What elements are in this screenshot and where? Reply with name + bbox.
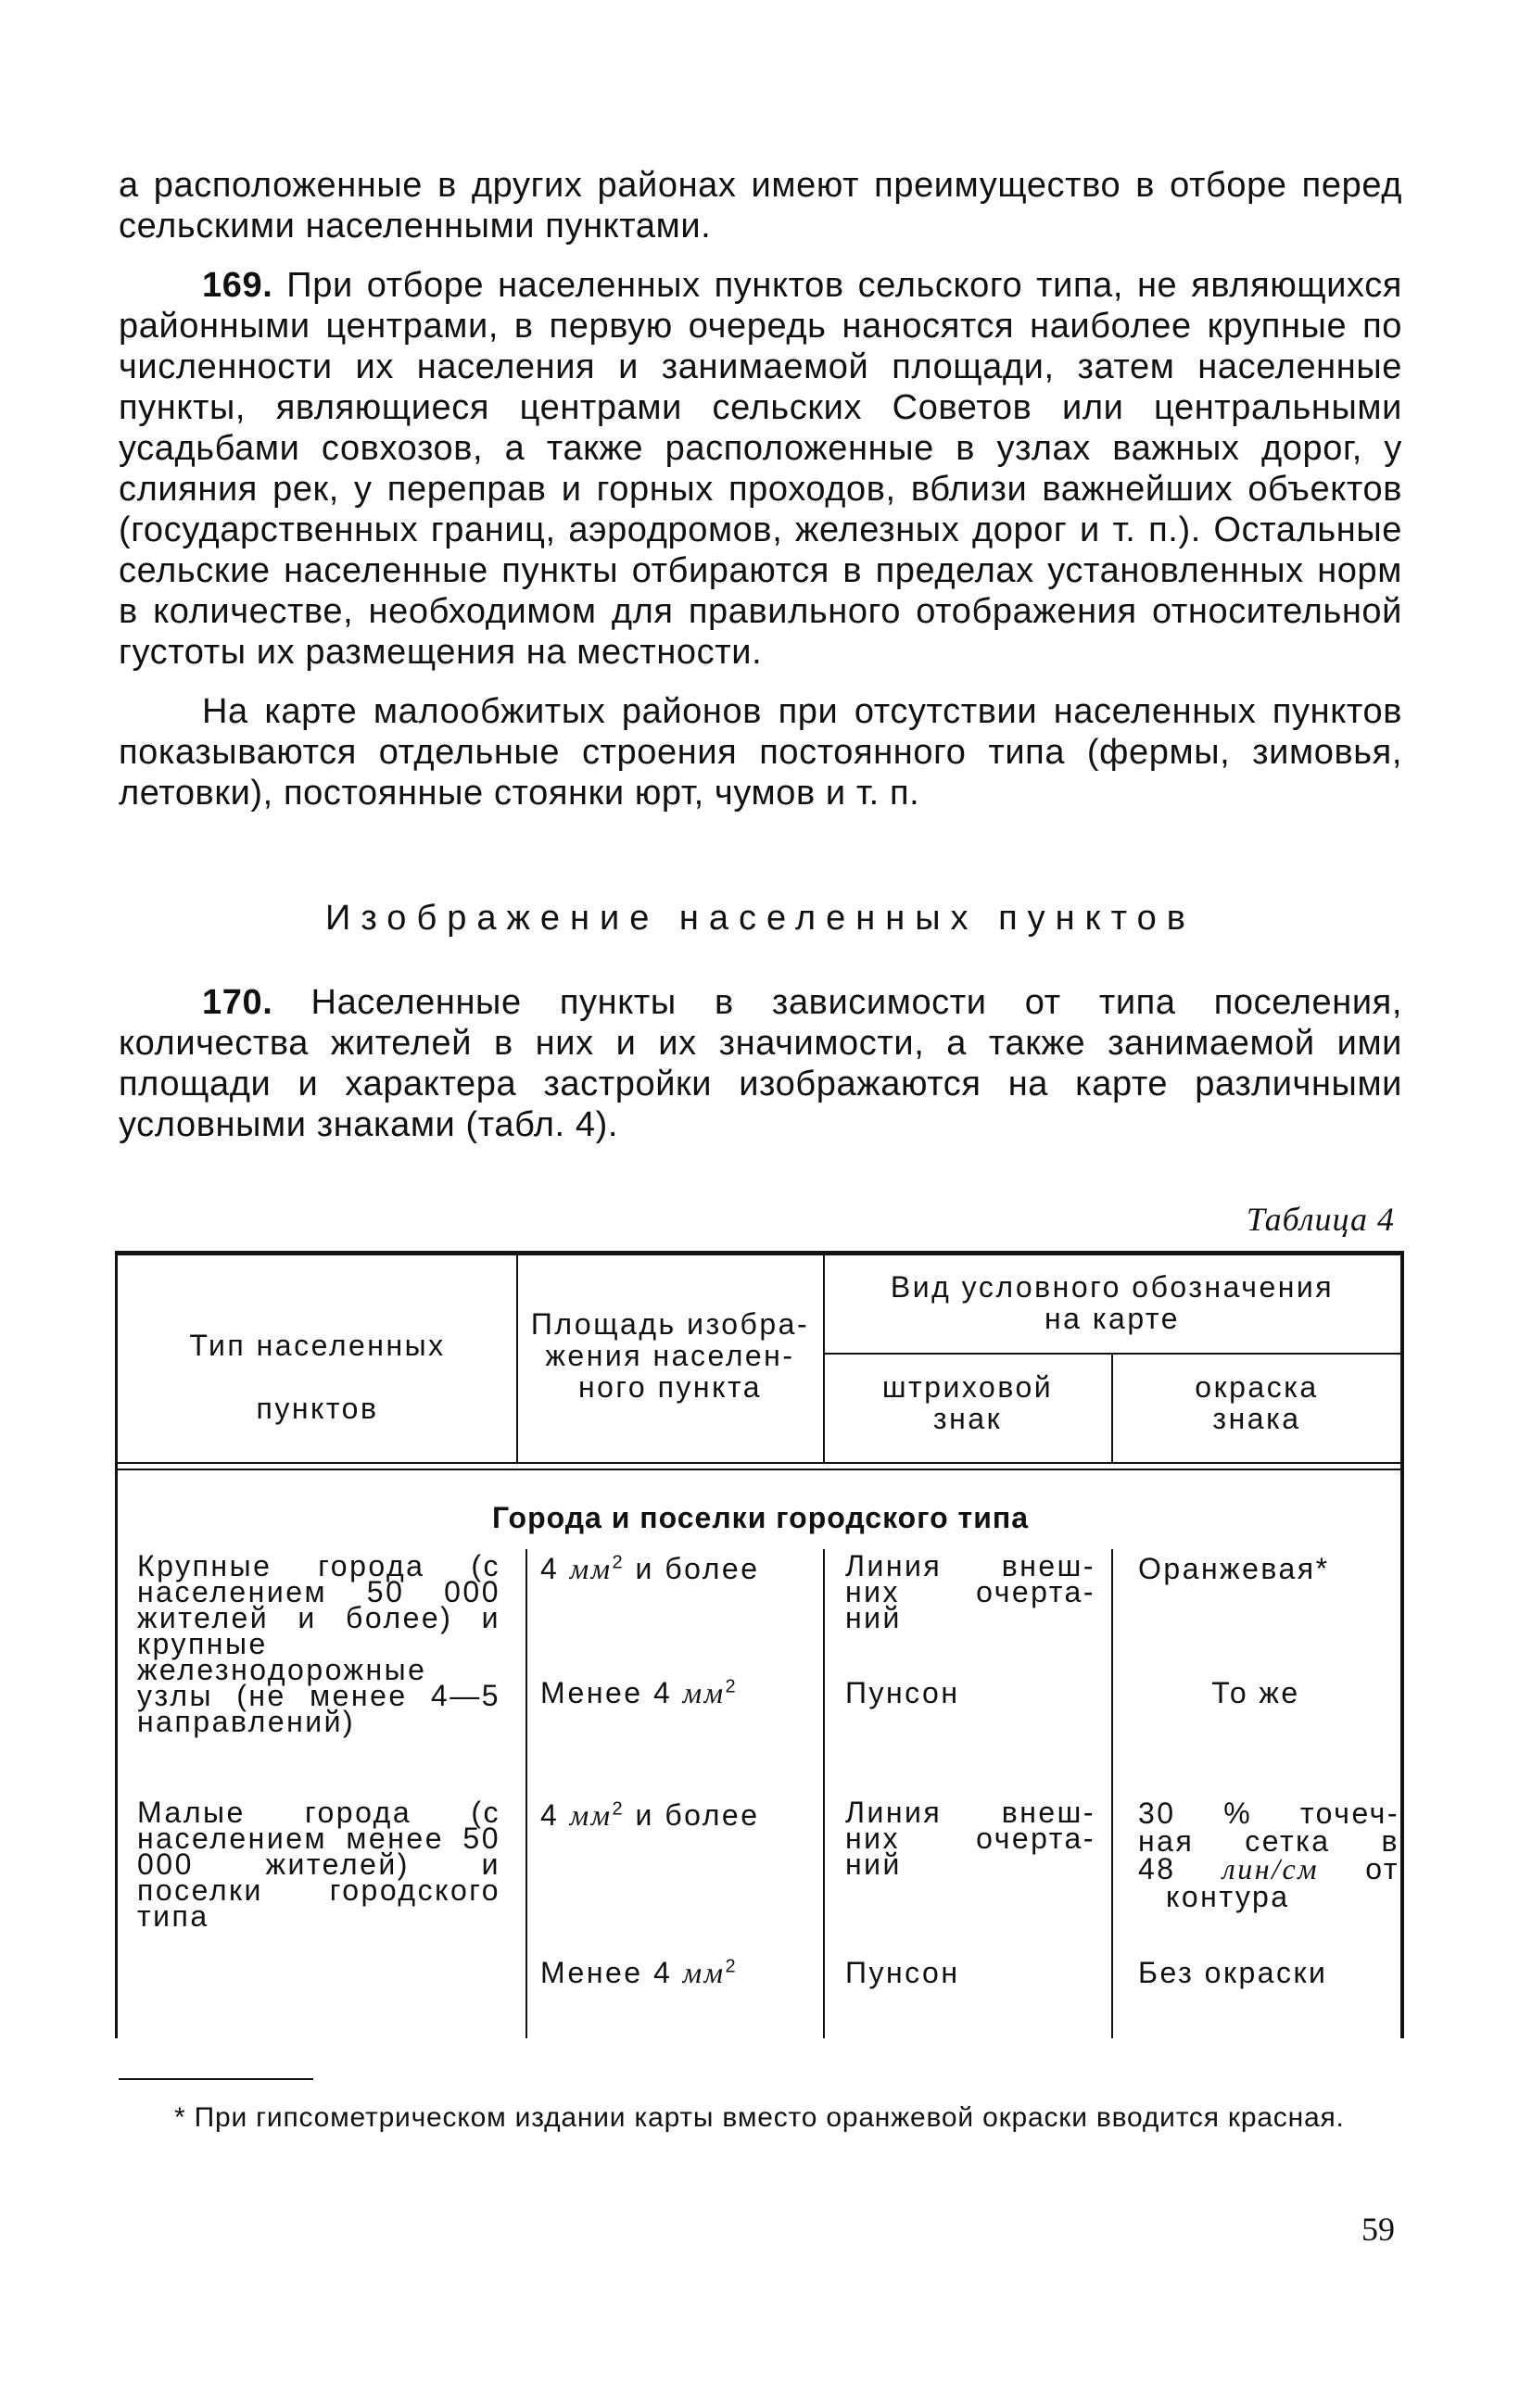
hatch-line: них очерта- [845, 1822, 1095, 1855]
header-color [1113, 1371, 1400, 1434]
area-unit: мм [569, 1552, 613, 1585]
header-subrule [823, 1353, 1400, 1355]
paragraph-170 [119, 982, 1402, 1145]
header-hatch-line: знак [932, 1402, 1003, 1435]
row-type-small-cities: Малые города (с населением менее 50 000 жителей) и поселки городского типа [137, 1796, 500, 1933]
page-number: 59 [1361, 2211, 1395, 2248]
area-unit: мм [569, 1798, 613, 1832]
row-hatch-small-2: Пунсон [845, 1956, 960, 1989]
header-hatch [825, 1371, 1110, 1434]
superscript: 2 [725, 1956, 739, 1977]
paragraph-continuation: а расположенные в других районах имеют преимущество в отборе перед сельскими населенными пунктами. [119, 166, 1402, 246]
area-prefix: Менее 4 [540, 1956, 673, 1989]
header-type-line: пунктов [256, 1392, 379, 1425]
table-top-rule [115, 1251, 1403, 1255]
footnote: * При гипсометрическом издании карты вместо оранжевой окраски вводится красная. [174, 2102, 1345, 2133]
area-unit: мм [682, 1956, 726, 1989]
row-color-large-1: Оранжевая* [1138, 1552, 1330, 1585]
table-group-title: Города и поселки городского типа [491, 1501, 1030, 1534]
area-value: 4 [540, 1552, 560, 1585]
row-color-small-2: Без окраски [1138, 1956, 1328, 1989]
hatch-line: них очерта- [845, 1575, 1095, 1608]
area-value: 4 [540, 1798, 560, 1832]
section-heading: Изображение населенных пунктов [325, 899, 1196, 938]
table-left-border [115, 1251, 118, 2038]
header-area [519, 1308, 821, 1403]
header-symbol-line: Вид условного обозначения [890, 1270, 1335, 1304]
header-type [120, 1314, 514, 1440]
row-hatch-large-2: Пунсон [845, 1676, 960, 1709]
row-color-large-2: То же [1211, 1676, 1300, 1709]
body-divider-1 [525, 1549, 527, 2038]
footnote-rule [119, 2078, 313, 2080]
table-caption: Таблица 4 [1246, 1201, 1395, 1238]
hatch-line: Линия внеш- [845, 1796, 1095, 1829]
header-type-line: Тип населенных [189, 1329, 446, 1362]
table-right-border [1400, 1251, 1404, 2038]
superscript: 2 [612, 1552, 626, 1573]
hatch-line: ний [845, 1847, 902, 1881]
row-hatch-large-1 [845, 1549, 1095, 1634]
area-prefix: Менее 4 [540, 1676, 673, 1709]
density-unit: лин/см [1222, 1852, 1320, 1885]
header-area-line: Площадь изобра- [530, 1307, 810, 1341]
header-symbol [825, 1271, 1399, 1334]
superscript: 2 [612, 1798, 626, 1820]
text-column-170 [119, 982, 1402, 1145]
paragraph-number: 169. [202, 266, 273, 305]
row-area-small-2 [540, 1957, 814, 1988]
body-divider-3 [1111, 1549, 1113, 2038]
area-suffix: и более [635, 1798, 760, 1832]
density-value: 48 [1138, 1852, 1176, 1885]
header-bottom-rule-2 [115, 1469, 1403, 1470]
text-column-top [119, 165, 1402, 813]
header-bottom-rule-1 [115, 1462, 1403, 1464]
header-color-line: знака [1212, 1402, 1301, 1435]
header-area-line: жения населен- [545, 1339, 795, 1372]
color-line: контура [1166, 1880, 1290, 1913]
area-suffix: и более [635, 1552, 760, 1585]
color-suffix: от [1365, 1852, 1399, 1885]
row-area-small-1 [540, 1799, 814, 1831]
color-line [1138, 1852, 1399, 1885]
hatch-line: ний [845, 1601, 902, 1634]
header-color-line: окраска [1195, 1370, 1319, 1404]
color-line: 30 % точеч- [1138, 1797, 1399, 1830]
row-type-large-cities: Крупные города (с населением 50 000 жителей и более) и крупные железнодорожные узлы (не менее 4—5 направлений) [137, 1549, 500, 1738]
paragraph-170-text: Населенные пункты в зависимости от типа поселения, количества жителей в них и их значимости, а также занимаемой ими площади и характера застройки изображаются на карте различными условными знаками (табл. 4). [119, 983, 1402, 1144]
paragraph-169-text: При отборе населенных пунктов сельского типа, не являющихся районными центрами, в первую очередь наносятся наиболее крупные по численности их населения и занимаемой площади, затем населенные пункты, являющиеся центрами сельских Советов или центральными усадьбами совхозов, а также расположенные в узлах важных дорог, у слияния рек, у переправ и горных проходов, вблизи важнейших объектов (государственных границ, аэродромов, железных дорог и т. п.). Остальные сельские населенные пункты отбираются в пределах установленных норм в количестве, необходимом для правильного отображения относительной густоты их размещения на местности. [119, 266, 1402, 672]
row-area-large-2 [540, 1677, 814, 1708]
body-divider-2 [823, 1549, 825, 2038]
row-hatch-small-1 [845, 1796, 1095, 1881]
color-line: ная сетка в [1138, 1824, 1399, 1858]
row-area-large-1 [540, 1553, 814, 1584]
area-unit: мм [682, 1676, 726, 1709]
header-symbol-line: на карте [1044, 1302, 1181, 1335]
paragraph-169 [119, 265, 1402, 673]
row-color-small-1 [1138, 1797, 1399, 1913]
header-divider-1 [516, 1255, 518, 1464]
paragraph-number: 170. [202, 983, 273, 1022]
paragraph-sparse-areas: На карте малообжитых районов при отсутствии населенных пунктов показываются отдельные строения постоянного типа (фермы, зимовья, летовки), постоянные стоянки юрт, чумов и т. п. [119, 692, 1402, 813]
hatch-line: Линия внеш- [845, 1549, 1095, 1582]
header-area-line: ного пункта [577, 1370, 763, 1404]
superscript: 2 [725, 1676, 739, 1697]
header-hatch-line: штриховой [881, 1370, 1054, 1404]
